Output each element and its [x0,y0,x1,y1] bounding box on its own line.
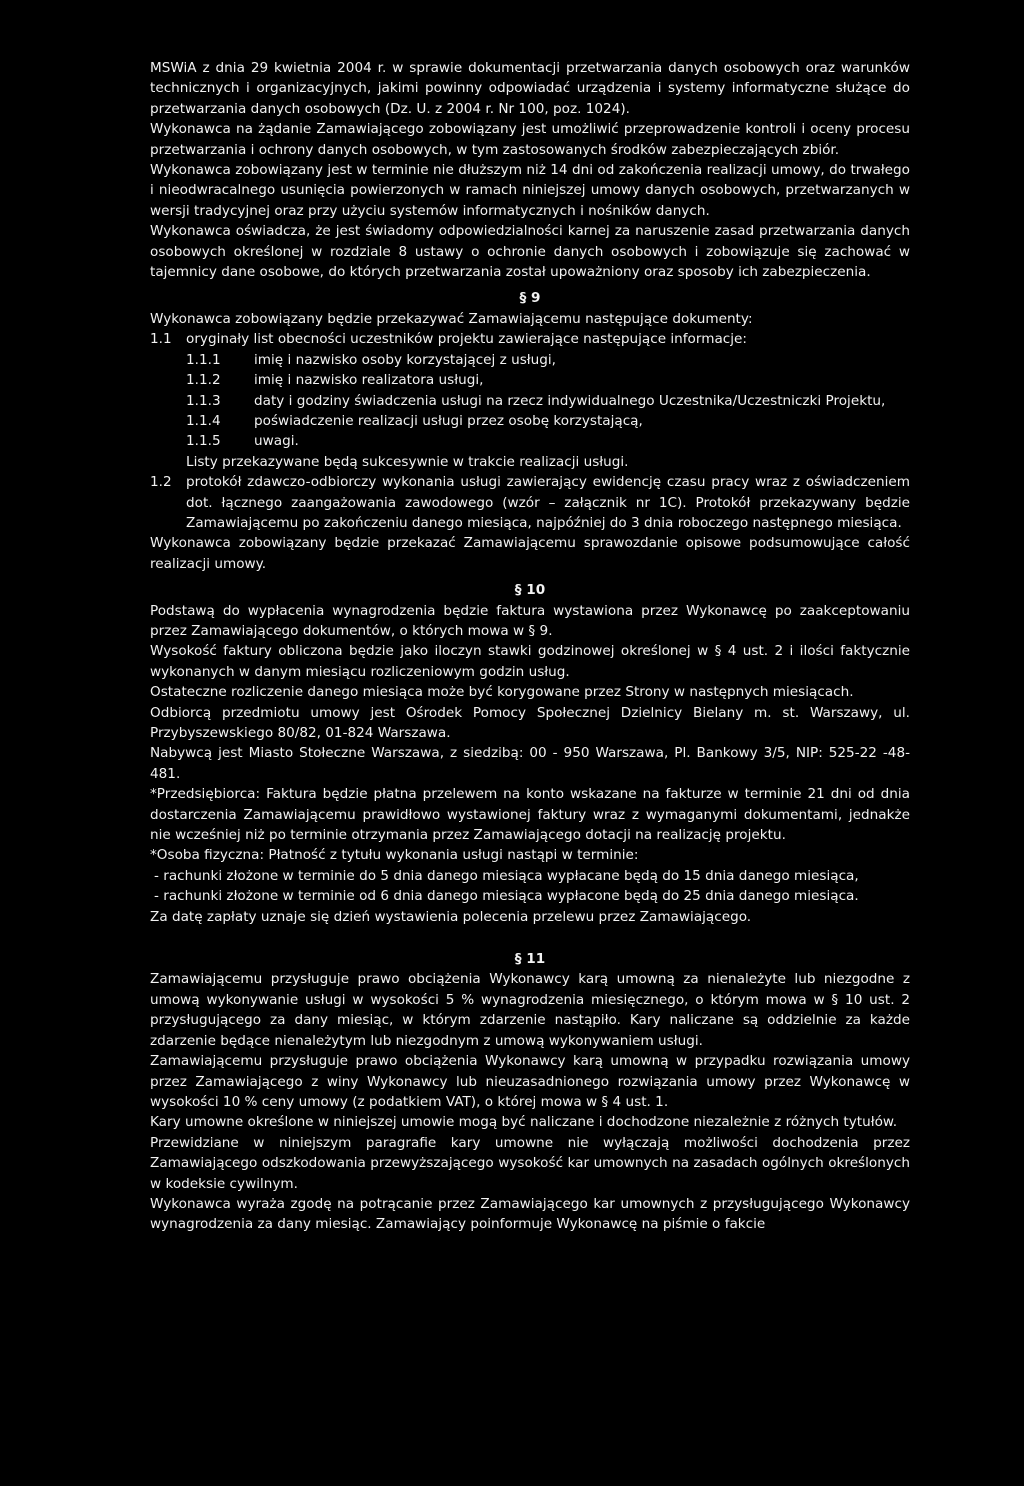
paragraph: Wysokość faktury obliczona będzie jako iloczyn stawki godzinowej określonej w § 4 ust. 2 i ilości faktycznie wykonanych w danym miesiącu rozliczeniowym godzin usług. [150,643,910,680]
item-number: 1.1.5 [186,433,221,450]
item-text: poświadczenie realizacji usługi przez osobę korzystającą, [254,412,643,429]
item-text: imię i nazwisko osoby korzystającej z usługi, [254,351,556,368]
paragraph: Nabywcą jest Miasto Stołeczne Warszawa, z siedzibą: 00 - 950 Warszawa, Pl. Bankowy 3/5, NIP: 525-22 -48-481. [150,745,910,782]
paragraph: Przewidziane w niniejszym paragrafie kary umowne nie wyłączają możliwości dochodzenia przez Zamawiającego odszkodowania przewyższającego wysokość kar umownych na zasadach ogólnych określonych w kodeksie cywilnym. [150,1134,910,1192]
item-number: 1.1.3 [186,392,221,409]
paragraph: Odbiorcą przedmiotu umowy jest Ośrodek Pomocy Społecznej Dzielnicy Bielany m. st. Warszawy, ul. Przybyszewskiego 80/82, 01-824 Warszawa. [150,704,910,741]
item-text: oryginały list obecności uczestników projektu zawierające następujące informacje: [186,331,747,348]
paragraph: MSWiA z dnia 29 kwietnia 2004 r. w sprawie dokumentacji przetwarzania danych osobowych oraz warunków technicznych i organizacyjnych, jakimi powinny odpowiadać urządzenia i systemy informatyczne służące do przetwarzania danych osobowych (Dz. U. z 2004 r. Nr 100, poz. 1024). [150,60,910,117]
paragraph: Wykonawca zobowiązany będzie przekazać Zamawiającemu sprawozdanie opisowe podsumowujące całość realizacji umowy. [150,535,910,572]
paragraph: *Osoba fizyczna: Płatność z tytułu wykonania usługi nastąpi w terminie: [150,847,639,864]
item-number: 1.2 [150,474,172,491]
item-number: 1.1.2 [186,372,221,389]
paragraph: Zamawiającemu przysługuje prawo obciążenia Wykonawcy karą umowną w przypadku rozwiązania umowy przez Zamawiającego z winy Wykonawcy lub nieuzasadnionego rozwiązania umowy przez Wykonawcę w wysokości 10 % ceny umowy (z podatkiem VAT), o której mowa w § 4 ust. 1. [150,1053,910,1110]
sub-list-item [150,411,910,431]
list-item [150,472,910,533]
item-number: 1.1.4 [186,412,221,429]
dash-item: - rachunki złożone w terminie od 6 dnia danego miesiąca wypłacone będą do 25 dnia danego miesiąca. [154,888,859,905]
item-number: 1.1 [150,331,172,348]
item-text: daty i godziny świadczenia usługi na rzecz indywidualnego Uczestnika/Uczestniczki Projektu, [254,392,886,409]
paragraph: Wykonawca zobowiązany będzie przekazywać Zamawiającemu następujące dokumenty: [150,310,753,327]
paragraph: Wykonawca oświadcza, że jest świadomy odpowiedzialności karnej za naruszenie zasad przetwarzania danych osobowych określonej w rozdziale 8 ustawy o ochronie danych osobowych i zobowiązuje się zachować w tajemnicy dane osobowe, do których przetwarzania został upoważniony oraz sposoby ich zabezpieczenia. [150,223,910,281]
item-number: 1.1.1 [186,351,221,368]
sub-list-item [150,391,910,411]
sub-list-item [150,350,910,370]
item-text: uwagi. [254,433,299,450]
paragraph: *Przedsiębiorca: Faktura będzie płatna przelewem na konto wskazane na fakturze w terminie 21 dni od dnia dostarczenia Zamawiającemu prawidłowo wystawionej faktury wraz z wymaganymi dokumentami, jednakże nie wcześniej niż po terminie otrzymania przez Zamawiającego dotacji na realizację projektu. [150,786,910,844]
item-text: imię i nazwisko realizatora usługi, [254,372,484,389]
paragraph: Wykonawca wyraża zgodę na potrącanie przez Zamawiającego kar umownych z przysługującego Wykonawcy wynagrodzenia za dany miesiąc. Zamawiający poinformuje Wykonawcę na piśmie o fakcie [150,1195,910,1233]
paragraph: Ostateczne rozliczenie danego miesiąca może być korygowane przez Strony w następnych miesiącach. [150,684,854,701]
section-heading-10: § 10 [514,582,546,599]
paragraph: Wykonawca zobowiązany jest w terminie nie dłuższym niż 14 dni od zakończenia realizacji umowy, do trwałego i nieodwracalnego usunięcia powierzonych w ramach niniejszej umowy danych osobowych, przetwarzanych w wersji tradycyjnej oraz przy użyciu systemów informatycznych i nośników danych. [150,162,910,219]
paragraph: Za datę zapłaty uznaje się dzień wystawienia polecenia przelewu przez Zamawiającego. [150,908,752,925]
list-item [150,329,910,349]
sub-list-item [150,370,910,390]
section-heading-9: § 9 [519,290,541,307]
paragraph: Podstawą do wypłacenia wynagrodzenia będzie faktura wystawiona przez Wykonawcę po zaakceptowaniu przez Zamawiającego dokumentów, o których mowa w § 9. [150,602,910,639]
paragraph: Kary umowne określone w niniejszej umowie mogą być naliczane i dochodzone niezależnie z różnych tytułów. [150,1114,898,1131]
sub-list-item [150,431,910,451]
item-text: protokół zdawczo-odbiorczy wykonania usługi zawierający ewidencję czasu pracy wraz z oświadczeniem dot. łącznego zaangażowania zawodowego (wzór – załącznik nr 1C). Protokół przekazywany będzie Zamawiającemu po zakończeniu danego miesiąca, najpóźniej do 3 dnia roboczego następnego miesiąca. [186,474,910,531]
list-note: Listy przekazywane będą sukcesywnie w trakcie realizacji usługi. [186,453,629,470]
paragraph: Wykonawca na żądanie Zamawiającego zobowiązany jest umożliwić przeprowadzenie kontroli i oceny procesu przetwarzania i ochrony danych osobowych, w tym zastosowanych środków zabezpieczających zbiór. [150,121,910,158]
paragraph: Zamawiającemu przysługuje prawo obciążenia Wykonawcy karą umowną za nienależyte lub niezgodne z umową wykonywanie usługi w wysokości 5 % wynagrodzenia miesięcznego, o którym mowa w § 10 ust. 2 przysługującego za dany miesiąc, w którym zdarzenie nastąpiło. Kary naliczane są oddzielnie za każde zdarzenie będące nienależytym lub niezgodnym z umową wykonywaniem usługi. [150,971,910,1049]
dash-item: - rachunki złożone w terminie do 5 dnia danego miesiąca wypłacane będą do 15 dnia danego miesiąca, [154,867,859,884]
section-heading-11: § 11 [514,951,546,968]
